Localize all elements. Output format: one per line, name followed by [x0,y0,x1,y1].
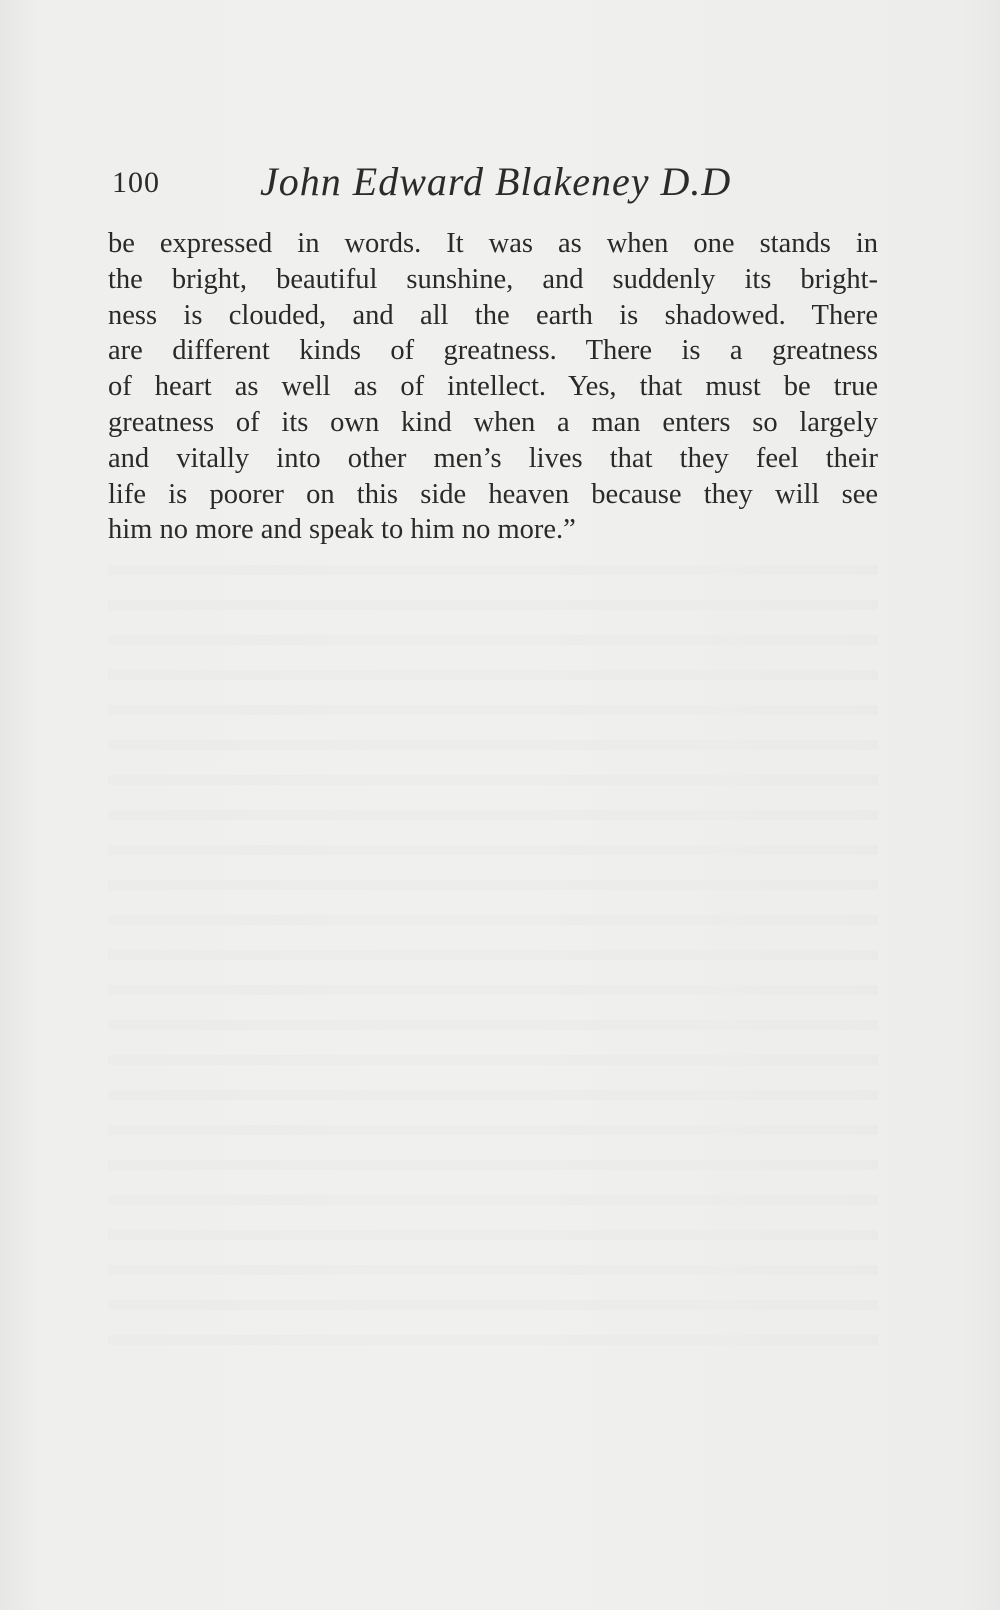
text-line: are different kinds of greatness. There is a greatness [108,335,878,367]
text-line: life is poorer on this side heaven because they will see [108,478,878,510]
text-line: of heart as well as of intellect. Yes, that must be true [108,371,878,403]
text-line: him no more and speak to him no more.” [108,514,576,546]
text-line: the bright, beautiful sunshine, and suddenly its bright- [108,263,878,295]
body-paragraph [108,226,878,548]
text-line: greatness of its own kind when a man enters so largely [108,406,878,438]
text-line: ness is clouded, and all the earth is shadowed. There [108,299,878,331]
page-header [112,158,892,208]
text-line: and vitally into other men’s lives that they feel their [108,442,878,474]
page-number: 100 [112,166,160,199]
text-line: be expressed in words. It was as when one stands in [108,228,878,259]
running-head: John Edward Blakeney D.D [260,159,732,204]
show-through-text [108,545,878,1365]
